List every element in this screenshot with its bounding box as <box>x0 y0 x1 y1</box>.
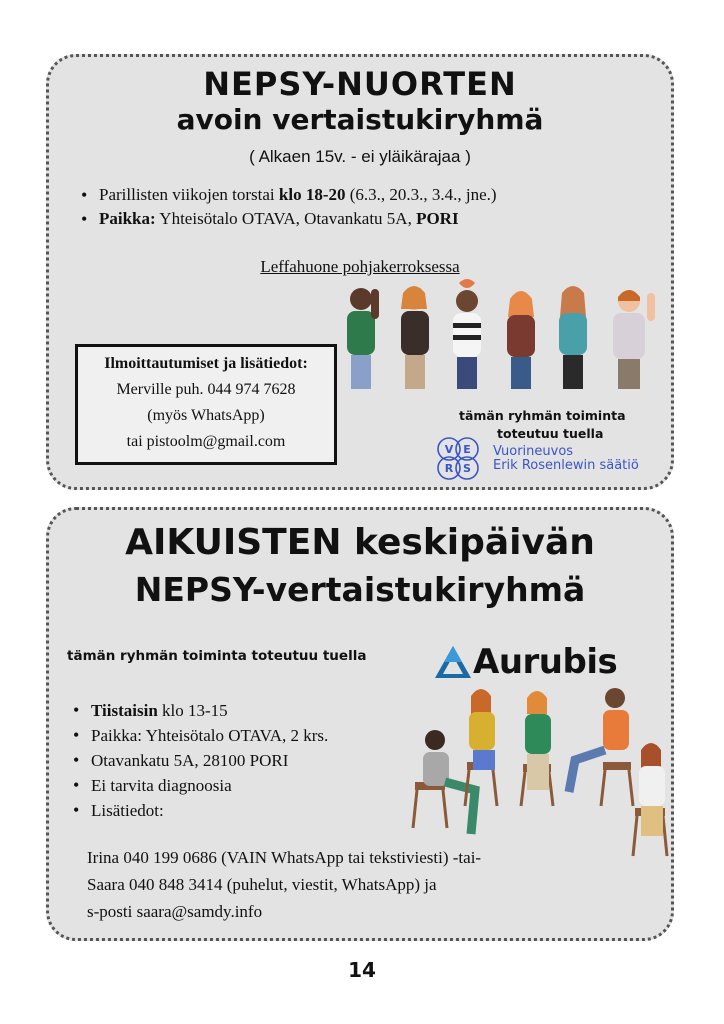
rosenlew-foundation-logo <box>435 435 665 483</box>
registration-contact-box <box>75 344 337 465</box>
group-meeting-illustration <box>405 678 673 868</box>
list-item-diagnosis: • Ei tarvita diagnoosia <box>71 773 328 798</box>
contact-email[interactable]: s-posti saara@samdy.info <box>87 902 263 921</box>
card2-title-line1: AIKUISTEN keskipäivän <box>125 522 595 563</box>
card1-support-text: tämän ryhmän toiminta toteutuu tuella <box>459 408 626 441</box>
age-range: ( Alkaen 15v. - ei yläikärajaa ) <box>249 147 471 166</box>
card2-contact-lines <box>87 844 481 925</box>
list-item-more-info: • Lisätiedot: <box>71 798 328 823</box>
card2-info-list <box>71 698 328 823</box>
foundation-name: Vuorineuvos Erik Rosenlewin säätiö <box>493 444 639 473</box>
adult-group-card <box>46 507 674 941</box>
logo-letter-v: V <box>444 443 454 456</box>
contact-irina: Irina 040 199 0686 (VAIN WhatsApp tai tekstiviesti) -tai- <box>87 848 482 867</box>
vers-logo-icon <box>435 435 491 483</box>
list-item-address: • Otavankatu 5A, 28100 PORI <box>71 748 328 773</box>
contact-saara: Saara 040 848 3414 (puhelut, viestit, WhatsApp) ja <box>87 875 437 894</box>
card1-title-line1: NEPSY-NUORTEN <box>203 65 517 103</box>
contact-heading: Ilmoittautumiset ja lisätiedot: <box>104 355 308 372</box>
list-item-schedule: • Tiistaisin klo 13-15 <box>71 698 328 723</box>
list-item-place: • Paikka: Yhteisötalo OTAVA, 2 krs. <box>71 723 328 748</box>
card1-title-line2: avoin vertaistukiryhmä <box>176 103 544 136</box>
contact-email[interactable]: tai pistoolm@gmail.com <box>126 433 286 450</box>
logo-letter-s: S <box>463 462 471 475</box>
group-people-illustration <box>321 279 671 391</box>
contact-phone: Merville puh. 044 974 7628 <box>116 381 296 398</box>
logo-letter-e: E <box>463 443 471 456</box>
list-item-schedule: • Parillisten viikojen torstai klo 18-20 (6.3., 20.3., 3.4., jne.) <box>79 183 497 207</box>
card1-info-list <box>79 183 497 231</box>
youth-group-card <box>46 54 674 490</box>
page-number: 14 <box>348 958 376 982</box>
list-item-place: • Paikka: Yhteisötalo OTAVA, Otavankatu 5A, PORI <box>79 207 497 231</box>
aurubis-triangle-icon <box>433 644 473 680</box>
card2-support-text: tämän ryhmän toiminta toteutuu tuella <box>67 648 367 664</box>
room-location: Leffahuone pohjakerroksessa <box>260 257 460 276</box>
contact-whatsapp: (myös WhatsApp) <box>147 407 265 424</box>
card2-title-line2: NEPSY-vertaistukiryhmä <box>134 570 586 609</box>
logo-letter-r: R <box>444 462 454 475</box>
aurubis-name: Aurubis <box>473 642 618 682</box>
